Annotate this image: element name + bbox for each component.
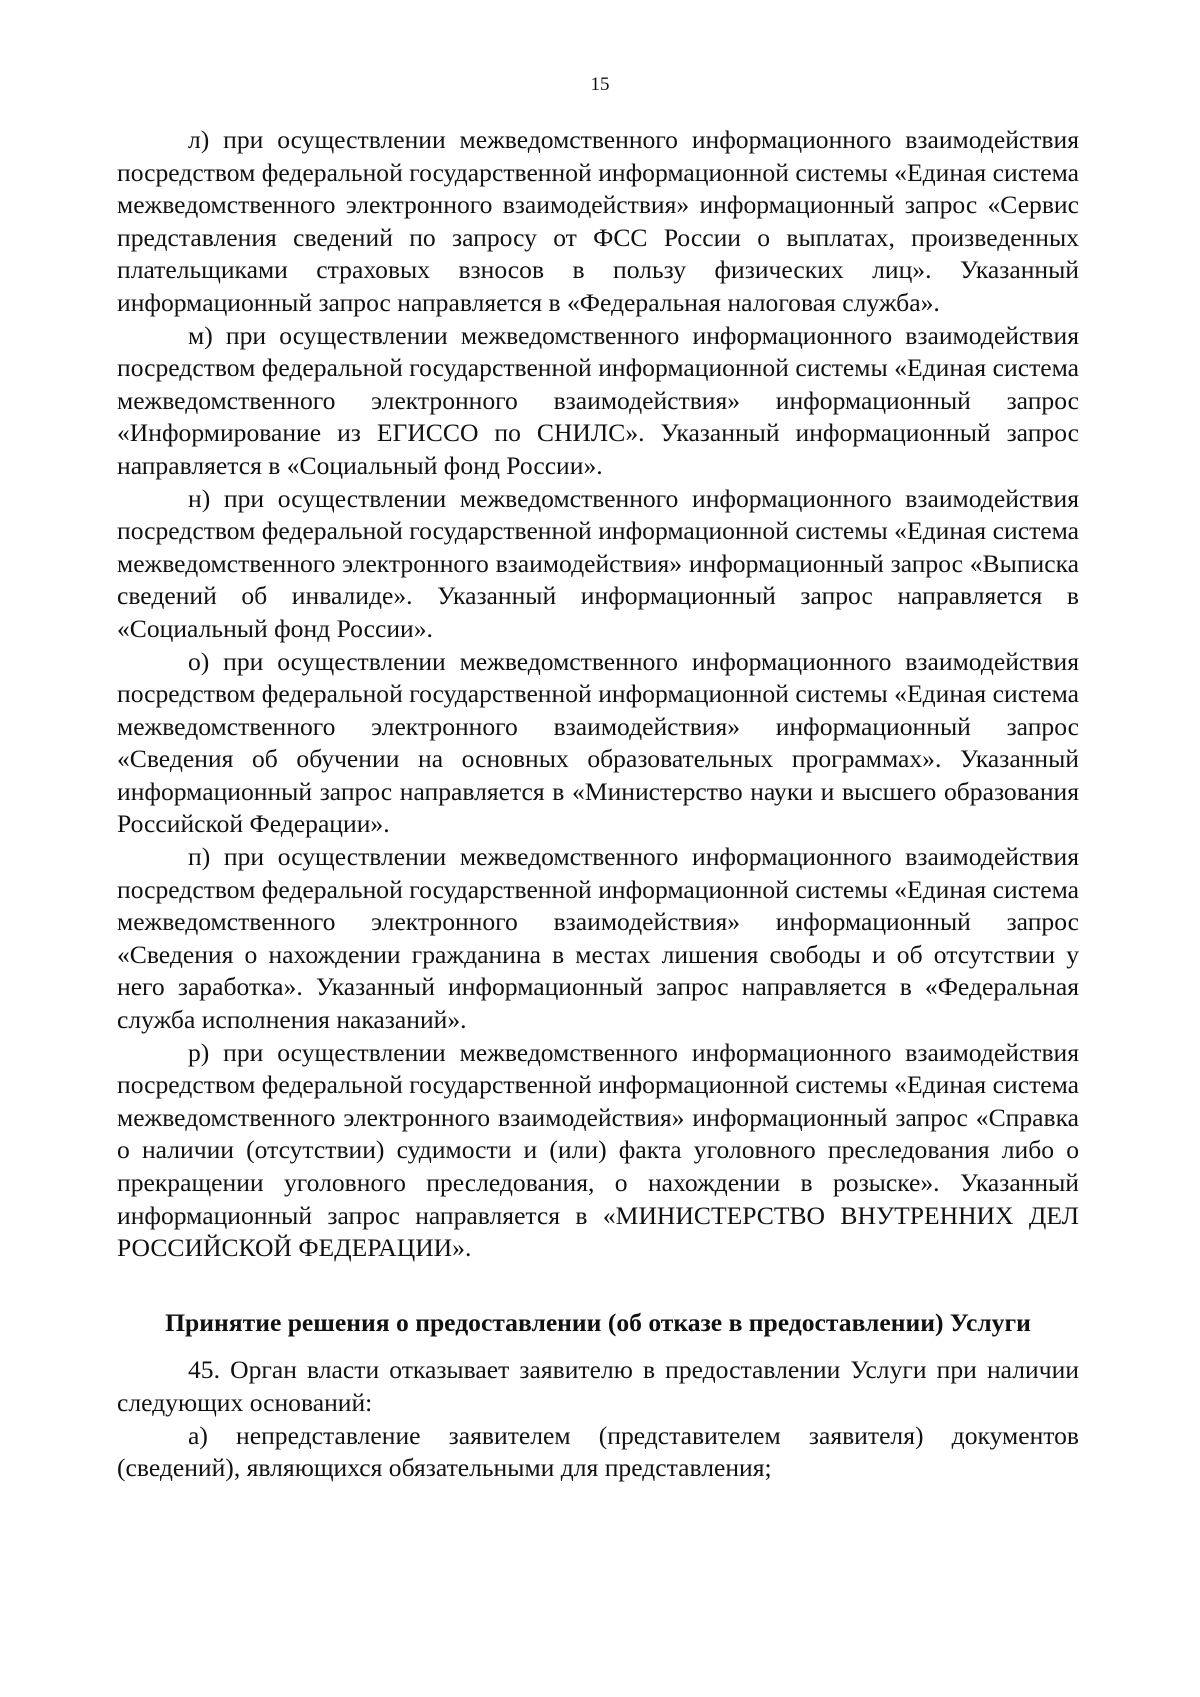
paragraph-m: м) при осуществлении межведомственного информационного взаимодействия посредством федеральной государственной информационной системы «Единая система межведомственного электронного взаимодействия» информационный запрос «Информирование из ЕГИССО по СНИЛС». Указанный информационный запрос направляется в «Социальный фонд России». <box>117 320 1079 480</box>
paragraph-n: н) при осуществлении межведомственного информационного взаимодействия посредством федеральной государственной информационной системы «Единая система межведомственного электронного взаимодействия» информационный запрос «Выписка сведений об инвалиде». Указанный информационный запрос направляется в «Социальный фонд России». <box>117 483 1079 643</box>
paragraph-o: о) при осуществлении межведомственного информационного взаимодействия посредством федеральной государственной информационной системы «Единая система межведомственного электронного взаимодействия» информационный запрос «Сведения об обучении на основных образовательных программах». Указанный информационный запрос направляется в «Министерство науки и высшего образования Российской Федерации». <box>117 646 1079 839</box>
paragraph-p: п) при осуществлении межведомственного информационного взаимодействия посредством федеральной государственной информационной системы «Единая система межведомственного электронного взаимодействия» информационный запрос «Сведения о нахождении гражданина в местах лишения свободы и об отсутствии у него заработка». Указанный информационный запрос направляется в «Федеральная служба исполнения наказаний». <box>117 842 1079 1035</box>
paragraph-a: а) непредставление заявителем (представителем заявителя) документов (сведений), являющихся обязательными для представления; <box>117 1420 1079 1483</box>
document-body <box>117 124 1079 1485</box>
paragraph-r: р) при осуществлении межведомственного информационного взаимодействия посредством федеральной государственной информационной системы «Единая система межведомственного электронного взаимодействия» информационный запрос «Справка о наличии (отсутствии) судимости и (или) факта уголовного преследования либо о прекращении уголовного преследования, о нахождении в розыске». Указанный информационный запрос направляется в «МИНИСТЕРСТВО ВНУТРЕННИХ ДЕЛ РОССИЙСКОЙ ФЕДЕРАЦИИ». <box>117 1037 1079 1263</box>
paragraph-l: л) при осуществлении межведомственного информационного взаимодействия посредством федеральной государственной информационной системы «Единая система межведомственного электронного взаимодействия» информационный запрос «Сервис представления сведений по запросу от ФСС России о выплатах, произведенных плательщиками страховых взносов в пользу физических лиц». Указанный информационный запрос направляется в «Федеральная налоговая служба». <box>117 125 1079 317</box>
paragraph-45: 45. Орган власти отказывает заявителю в предоставлении Услуги при наличии следующих оснований: <box>117 1355 1079 1417</box>
page-number: 15 <box>590 74 610 95</box>
section-heading: Принятие решения о предоставлении (об отказе в предоставлении) Услуги <box>165 1307 1031 1337</box>
